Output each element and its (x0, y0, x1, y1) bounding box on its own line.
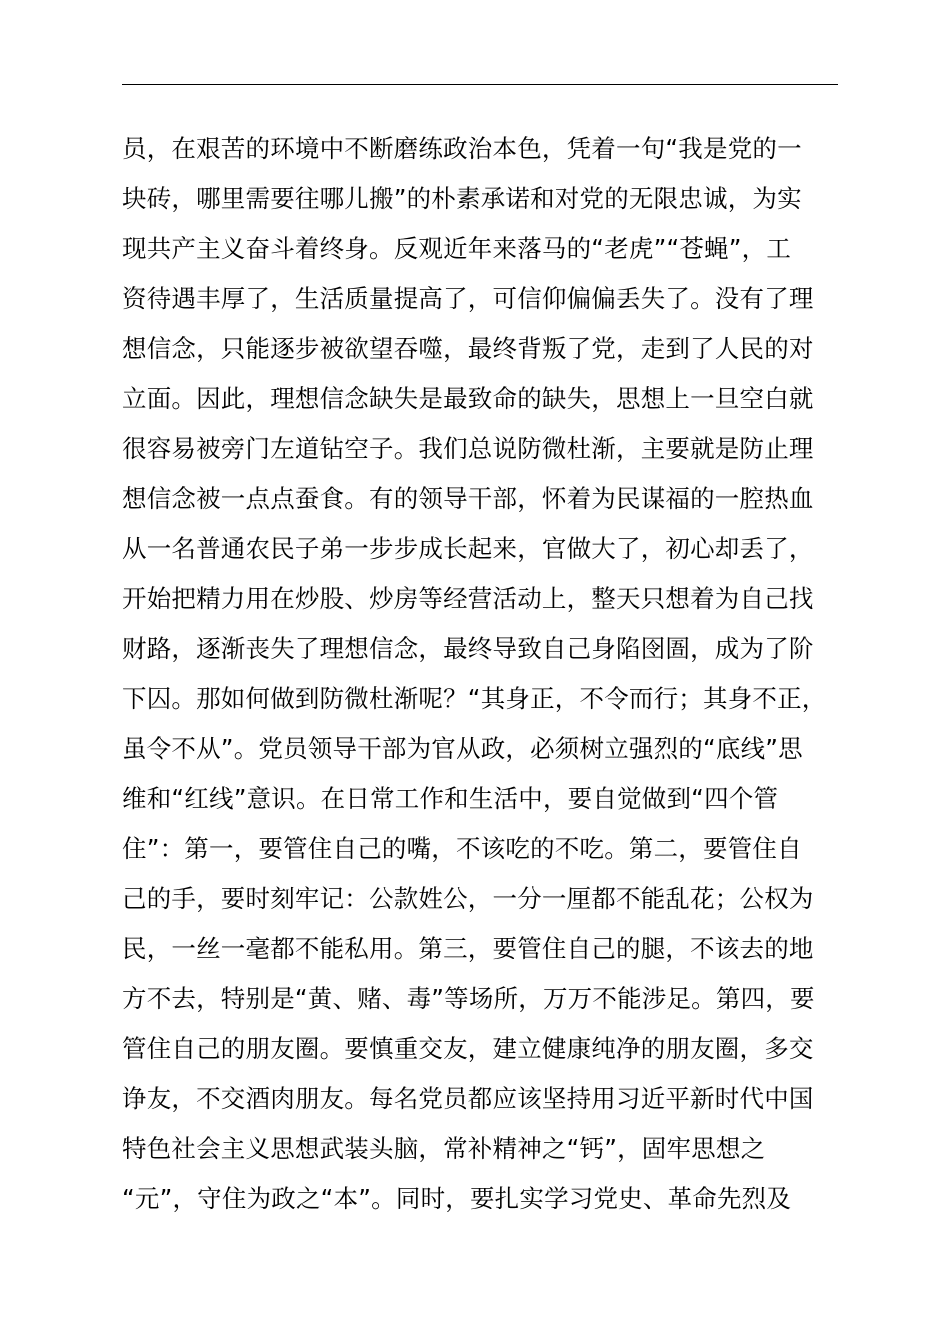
header-rule (122, 84, 838, 85)
body-text (122, 124, 882, 1224)
text-line: 维和“红线”意识。在日常工作和生活中，要自觉做到“四个管 (122, 784, 779, 813)
text-line: “元”，守住为政之“本”。同时，要扎实学习党史、革命先烈及 (122, 1184, 792, 1213)
text-line: 现共产主义奋斗着终身。反观近年来落马的“老虎”“苍蝇”，工 (122, 234, 792, 263)
text-line: 很容易被旁门左道钻空子。我们总说防微杜渐，主要就是防止理 (122, 434, 814, 463)
text-line: 住”：第一，要管住自己的嘴，不该吃的不吃。第二，要管住自 (122, 834, 802, 863)
text-line: 方不去，特别是“黄、赌、毒”等场所，万万不能涉足。第四，要 (122, 984, 815, 1013)
text-line: 资待遇丰厚了，生活质量提高了，可信仰偏偏丢失了。没有了理 (122, 284, 814, 313)
text-line: 想信念，只能逐步被欲望吞噬，最终背叛了党，走到了人民的对 (122, 334, 814, 363)
text-line: 员，在艰苦的环境中不断磨练政治本色，凭着一句“我是党的一 (122, 134, 802, 163)
text-line: 下囚。那如何做到防微杜渐呢？“其身正，不令而行；其身不正， (122, 684, 827, 713)
text-line: 管住自己的朋友圈。要慎重交友，建立健康纯净的朋友圈，多交 (122, 1034, 814, 1063)
text-line: 虽令不从”。党员领导干部为官从政，必须树立强烈的“底线”思 (122, 734, 803, 763)
text-line: 己的手，要时刻牢记：公款姓公，一分一厘都不能乱花；公权为 (122, 884, 814, 913)
text-line: 从一名普通农民子弟一步步成长起来，官做大了，初心却丢了， (122, 534, 814, 563)
text-line: 诤友，不交酒肉朋友。每名党员都应该坚持用习近平新时代中国 (122, 1084, 814, 1113)
text-line: 民，一丝一毫都不能私用。第三，要管住自己的腿，不该去的地 (122, 934, 814, 963)
text-line: 财路，逐渐丧失了理想信念，最终导致自己身陷囹圄，成为了阶 (122, 634, 814, 663)
text-line: 立面。因此，理想信念缺失是最致命的缺失，思想上一旦空白就 (122, 384, 814, 413)
text-line: 想信念被一点点蚕食。有的领导干部，怀着为民谋福的一腔热血 (122, 484, 814, 513)
text-line: 开始把精力用在炒股、炒房等经营活动上，整天只想着为自己找 (122, 584, 814, 613)
text-line: 特色社会主义思想武装头脑，常补精神之“钙”，固牢思想之 (122, 1134, 766, 1163)
text-line: 块砖，哪里需要往哪儿搬”的朴素承诺和对党的无限忠诚，为实 (122, 184, 802, 213)
